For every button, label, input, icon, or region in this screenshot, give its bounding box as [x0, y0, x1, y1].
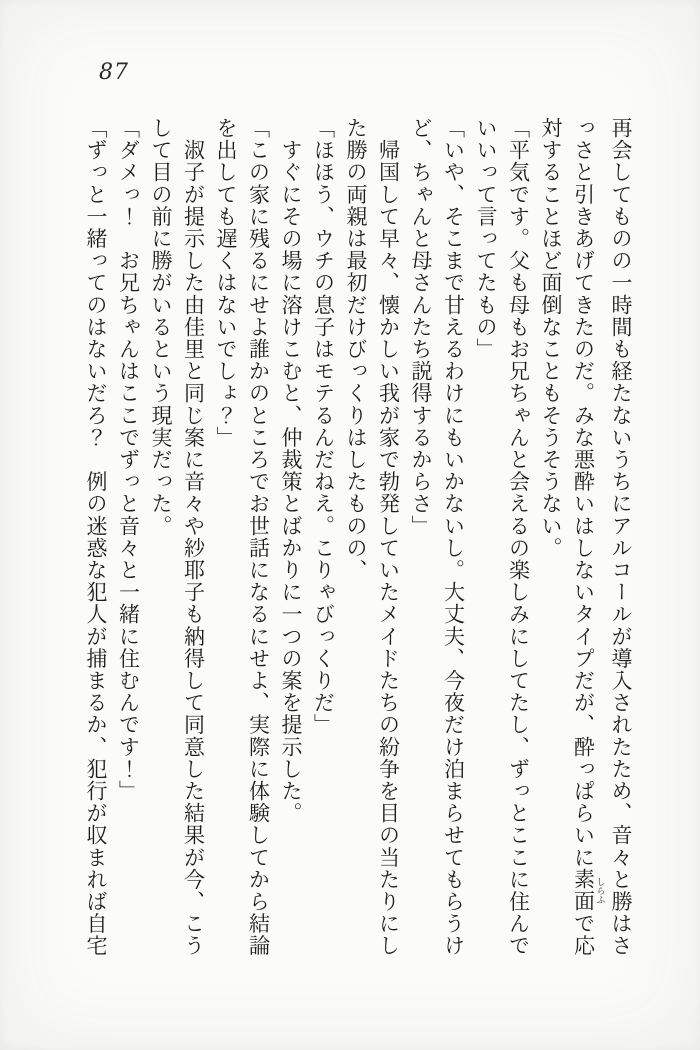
text-line: っさと引きあげてきたのだ。みな悪酔いはしないタイプだが、酔っぱらいに素面 しらふで応	[571, 117, 605, 957]
furigana: 素面 しらふ	[571, 868, 605, 913]
text-line: 「ダメっ！ お兄ちゃんはここでずっと音々と一緒に住むんです！」	[116, 117, 141, 803]
text-line: いいって言ってたもの」	[474, 117, 498, 361]
furigana-text: しらふ	[594, 868, 605, 913]
text-line: すぐにその場に溶けこむと、仲裁策とばかりに一つの案を提示した。	[279, 117, 303, 825]
text-line: を出しても遅くはないでしょ？」	[214, 117, 238, 449]
text-line: 「ずっと一緒ってのはないだろ？ 例の迷惑な犯人が捕まるか、犯行が収まれば自宅	[84, 117, 108, 957]
text-line: 対することほど面倒なこともそうそうない。	[539, 117, 563, 559]
text-line: 淑子が提示した由佳里と同じ案に音々や紗耶子も納得して同意した結果が今、こう	[181, 117, 206, 957]
text-line: 「ほほう、ウチの息子はモテるんだねえ。こりゃびっくりだ」	[311, 117, 336, 736]
text-block	[80, 117, 638, 962]
text-line: 「この家に残るにせよ誰かのところでお世話になるにせよ、実際に体験してから結論	[246, 117, 271, 957]
text-line: た勝の両親は最初だけびっくりはしたものの、	[344, 117, 368, 582]
text-line: ど、ちゃんと母さんたち説得するからさ」	[409, 117, 433, 537]
text-line: 「平気です。父も母もお兄ちゃんと会えるの楽しみにしてたし、ずっとここに住んで	[506, 117, 531, 957]
text-line: 「いや、そこまで甘えるわけにもいかないし。大丈夫、今夜だけ泊まらせてもらうけ	[441, 117, 466, 957]
text-line: して目の前に勝がいるという現実だった。	[149, 117, 173, 537]
text-line: 再会してものの一時間も経たないうちにアルコールが導入されたため、音々と勝はさ	[609, 117, 633, 957]
text-line: 帰国して早々、懐かしい我が家で勃発していたメイドたちの紛争を目の当たりにし	[376, 117, 401, 957]
page-number: 87	[99, 60, 129, 85]
